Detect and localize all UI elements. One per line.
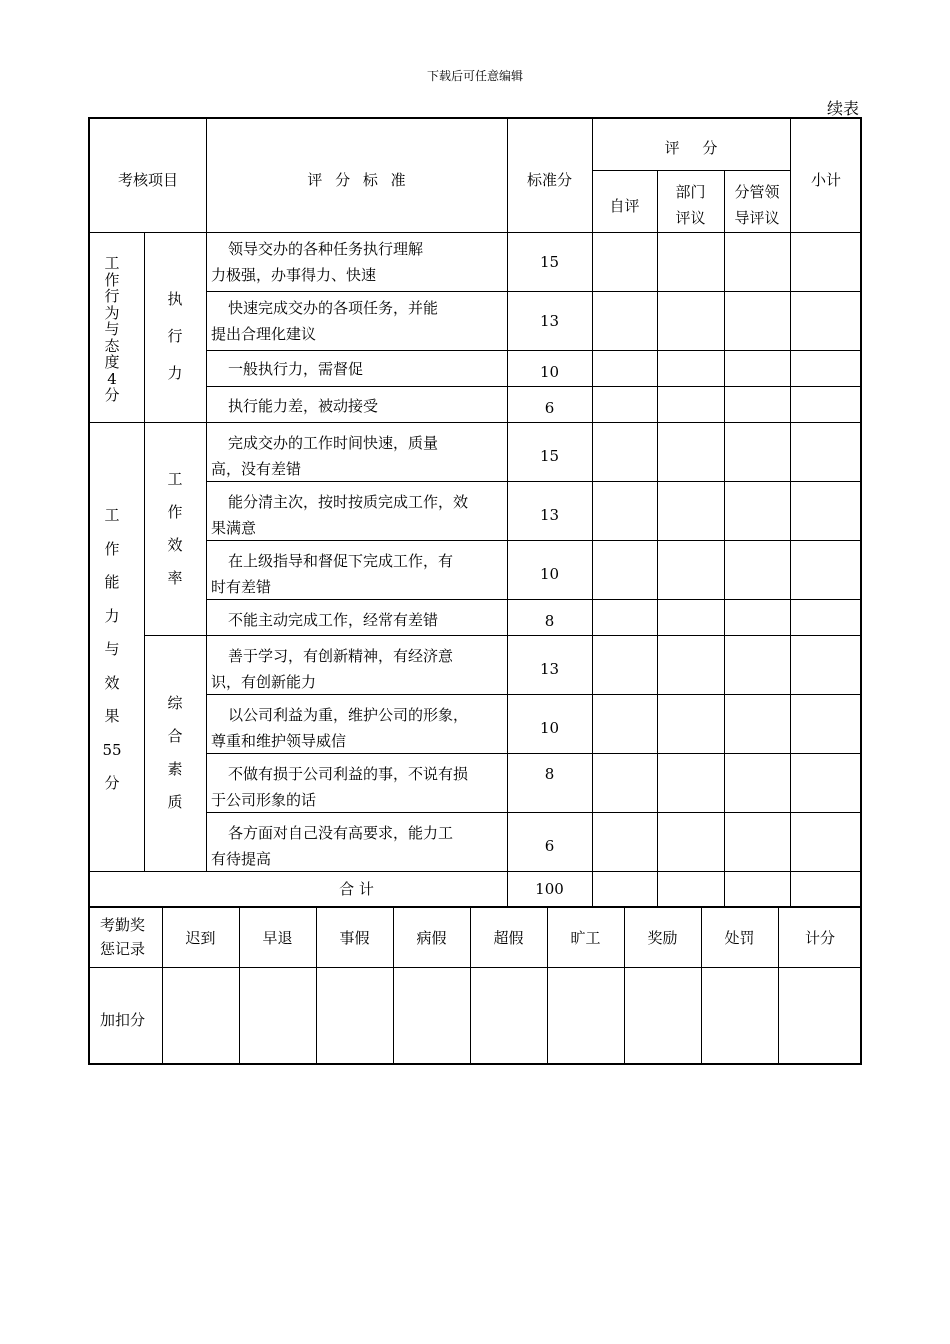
standard-score: 10 bbox=[539, 565, 560, 583]
standard-score: 15 bbox=[539, 253, 560, 271]
attendance-col: 超假 bbox=[493, 929, 524, 947]
criteria-row: 完成交办的工作时间快速，质量 高，没有差错 bbox=[211, 434, 439, 478]
criteria-row: 一般执行力，需督促 bbox=[228, 360, 364, 378]
attendance-col: 奖励 bbox=[647, 929, 678, 947]
adjust-label: 加扣分 bbox=[100, 1011, 146, 1029]
criteria-row: 各方面对自己没有高要求，能力工 有待提高 bbox=[211, 824, 454, 868]
attendance-col: 计分 bbox=[804, 929, 835, 947]
criteria-row: 善于学习，有创新精神，有经济意 识，有创新能力 bbox=[211, 647, 454, 691]
col-header-standard: 标准分 bbox=[526, 171, 572, 189]
col-header-leader: 分管领 导评议 bbox=[734, 183, 780, 227]
attendance-col: 早退 bbox=[262, 929, 293, 947]
standard-score: 10 bbox=[539, 719, 560, 737]
continued-label: 续表 bbox=[827, 99, 860, 118]
standard-score: 10 bbox=[539, 363, 560, 381]
criteria-row: 领导交办的各种任务执行理解 力极强，办事得力、快速 bbox=[211, 240, 424, 284]
evaluation-form bbox=[88, 117, 862, 1065]
header-note: 下载后可任意编辑 bbox=[426, 69, 523, 83]
sub-efficiency-label: 工 作 效 率 bbox=[167, 470, 183, 587]
col-header-subtotal: 小计 bbox=[810, 171, 841, 189]
total-label: 合 计 bbox=[339, 880, 374, 898]
criteria-row: 能分清主次，按时按质完成工作，效 果满意 bbox=[211, 493, 469, 537]
col-header-dept: 部门 评议 bbox=[675, 183, 706, 227]
standard-score: 13 bbox=[539, 506, 560, 524]
sub-quality-label: 综 合 素 质 bbox=[167, 694, 183, 811]
standard-score: 13 bbox=[539, 312, 560, 330]
attendance-col: 事假 bbox=[339, 929, 370, 947]
group-ability-label: 工 作 能 力 与 效 果 55 分 bbox=[102, 506, 122, 792]
col-header-project: 考核项目 bbox=[117, 171, 178, 189]
standard-score: 13 bbox=[539, 660, 560, 678]
standard-score: 15 bbox=[539, 447, 560, 465]
attendance-col: 旷工 bbox=[570, 929, 601, 947]
criteria-row: 以公司利益为重，维护公司的形象， 尊重和维护领导威信 bbox=[211, 706, 469, 750]
sub-execution-label: 执 行 力 bbox=[167, 290, 183, 382]
col-header-criteria: 评 分 标 准 bbox=[307, 171, 406, 189]
col-header-self: 自评 bbox=[609, 197, 640, 215]
criteria-row: 执行能力差，被动接受 bbox=[228, 397, 379, 415]
criteria-row: 不做有损于公司利益的事，不说有损 于公司形象的话 bbox=[211, 765, 469, 809]
attendance-col: 迟到 bbox=[185, 929, 216, 947]
attendance-col: 病假 bbox=[416, 929, 447, 947]
criteria-row: 在上级指导和督促下完成工作，有 时有差错 bbox=[211, 552, 454, 596]
standard-score: 6 bbox=[544, 837, 555, 855]
criteria-row: 快速完成交办的各项任务，并能 提出合理化建议 bbox=[211, 299, 439, 343]
attendance-label: 考勤奖 惩记录 bbox=[100, 916, 146, 958]
criteria-row: 不能主动完成工作，经常有差错 bbox=[228, 611, 439, 629]
col-header-score-group: 评 分 bbox=[664, 139, 718, 157]
attendance-col: 处罚 bbox=[724, 929, 755, 947]
group-behavior-label: 工 作 行 为 与 态 度 4 分 bbox=[104, 254, 120, 404]
standard-score: 8 bbox=[544, 765, 555, 783]
standard-score: 8 bbox=[544, 612, 555, 630]
total-score: 100 bbox=[535, 880, 564, 898]
standard-score: 6 bbox=[544, 399, 555, 417]
